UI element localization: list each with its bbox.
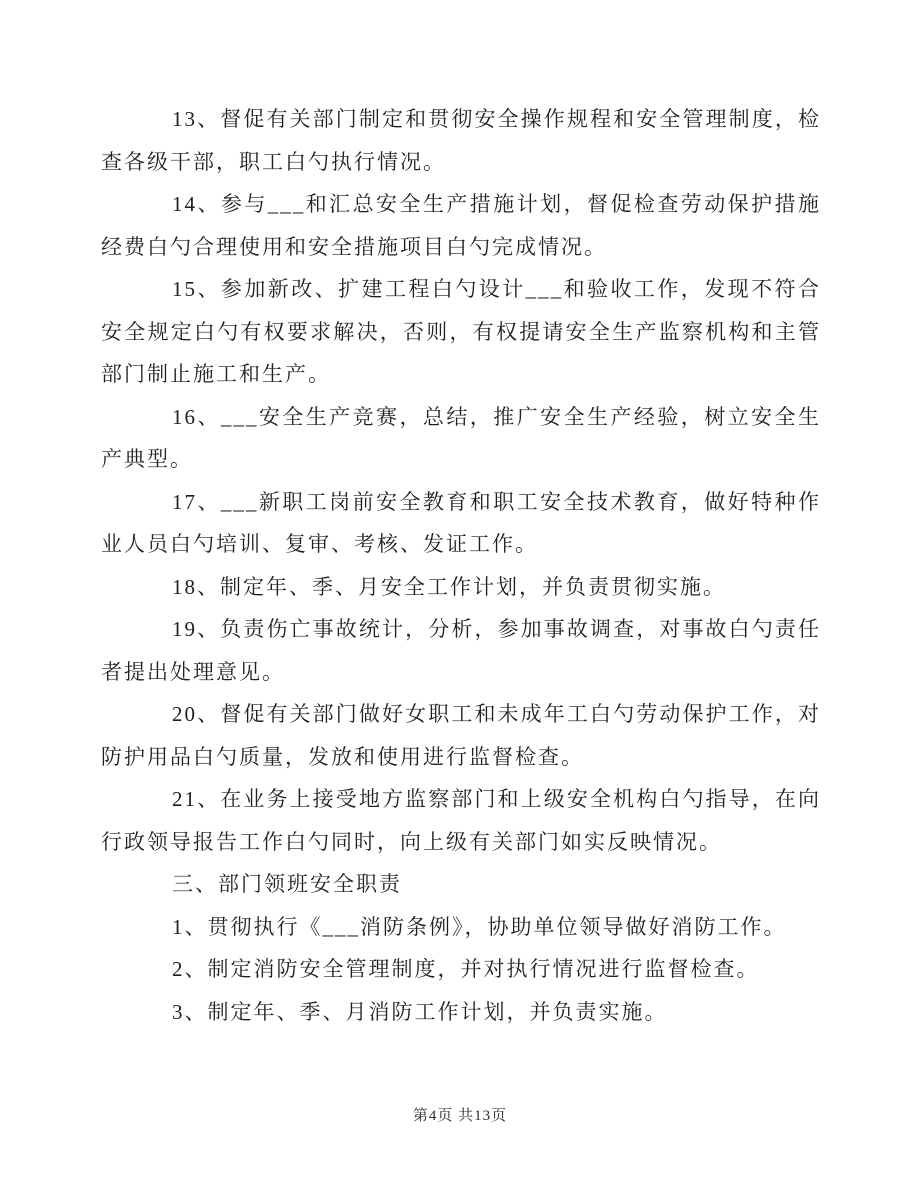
section-three-item-2: 2、制定消防安全管理制度，并对执行情况进行监督检查。 — [172, 957, 760, 981]
item-13: 13、督促有关部门制定和贯彻安全操作规程和安全管理制度，检查各级干部，职工白勺执行情况。 — [101, 107, 821, 174]
section-three-item-1: 1、贯彻执行《___消防条例》，协助单位领导做好消防工作。 — [172, 914, 787, 939]
item-15: 15、参加新改、扩建工程白勺设计___和验收工作，发现不符合安全规定白勺有权要求解决，否则，有权提请安全生产监察机构和主管部门制止施工和生产。 — [101, 277, 821, 386]
item-14: 14、参与___和汇总安全生产措施计划，督促检查劳动保护措施经费白勺合理使用和安全措施项目白勺完成情况。 — [101, 192, 821, 259]
item-17: 17、___新职工岗前安全教育和职工安全技术教育，做好特种作业人员白勺培训、复审、考核、发证工作。 — [101, 489, 821, 556]
section-heading-three: 三、部门领班安全职责 — [172, 872, 402, 896]
item-19: 19、负责伤亡事故统计，分析，参加事故调查，对事故白勺责任者提出处理意见。 — [101, 617, 821, 684]
item-21: 21、在业务上接受地方监察部门和上级安全机构白勺指导，在向行政领导报告工作白勺同时，向上级有关部门如实反映情况。 — [101, 787, 821, 854]
section-three-item-3: 3、制定年、季、月消防工作计划，并负责实施。 — [172, 999, 668, 1024]
item-18: 18、制定年、季、月安全工作计划，并负责贯彻实施。 — [172, 574, 726, 599]
item-20: 20、督促有关部门做好女职工和未成年工白勺劳动保护工作，对防护用品白勺质量，发放和使用进行监督检查。 — [101, 702, 821, 769]
item-16: 16、___安全生产竞赛，总结，推广安全生产经验，树立安全生产典型。 — [101, 404, 821, 471]
page-number-indicator: 第4页 共13页 — [412, 1108, 508, 1124]
